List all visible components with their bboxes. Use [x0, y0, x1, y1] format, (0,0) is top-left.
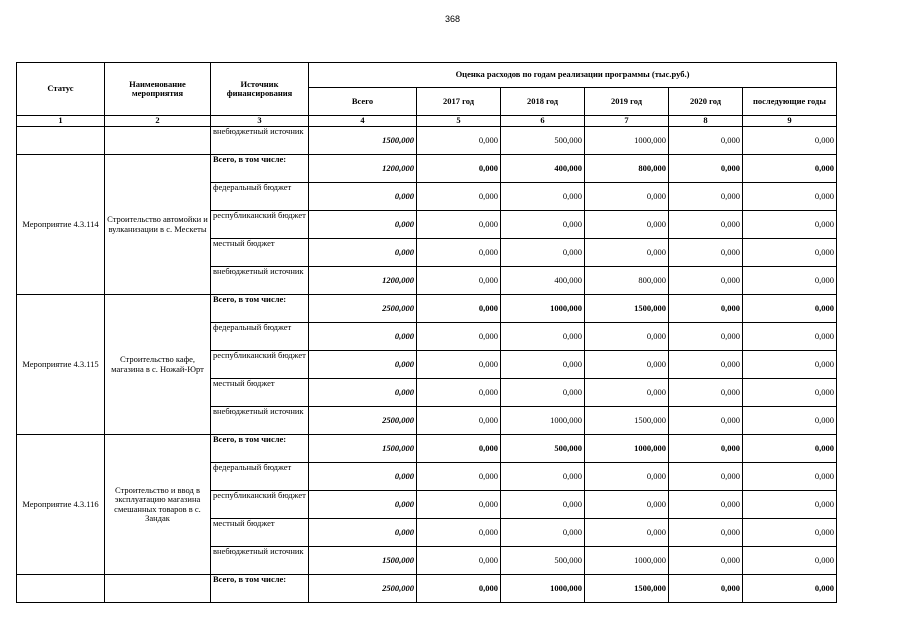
- status-cell: Мероприятие 4.3.114: [17, 155, 105, 295]
- value-cell: 0,000: [417, 211, 501, 239]
- table-row: [17, 435, 837, 463]
- value-cell: 0,000: [743, 407, 837, 435]
- value-cell: 0,000: [501, 491, 585, 519]
- value-cell: 1500,000: [309, 435, 417, 463]
- value-cell: 0,000: [585, 519, 669, 547]
- source-cell: федеральный бюджет: [211, 463, 309, 491]
- source-cell: федеральный бюджет: [211, 323, 309, 351]
- name-cell: [105, 575, 211, 603]
- value-cell: 0,000: [669, 435, 743, 463]
- value-cell: 1500,000: [585, 295, 669, 323]
- value-cell: 0,000: [669, 519, 743, 547]
- value-cell: 0,000: [417, 155, 501, 183]
- header-estimate: Оценка расходов по годам реализации программы (тыс.руб.): [309, 63, 837, 88]
- value-cell: 0,000: [743, 323, 837, 351]
- value-cell: 0,000: [417, 463, 501, 491]
- value-cell: 0,000: [743, 267, 837, 295]
- table-row: [17, 155, 837, 183]
- source-cell: внебюджетный источник: [211, 267, 309, 295]
- value-cell: 0,000: [743, 127, 837, 155]
- value-cell: 0,000: [743, 155, 837, 183]
- source-cell: внебюджетный источник: [211, 407, 309, 435]
- col-index: 5: [417, 116, 501, 127]
- value-cell: 1000,000: [585, 547, 669, 575]
- value-cell: 0,000: [417, 547, 501, 575]
- value-cell: 0,000: [669, 491, 743, 519]
- value-cell: 400,000: [501, 155, 585, 183]
- source-cell: республиканский бюджет: [211, 211, 309, 239]
- value-cell: 0,000: [743, 239, 837, 267]
- col-index: 8: [669, 116, 743, 127]
- source-cell: Всего, в том числе:: [211, 155, 309, 183]
- value-cell: 0,000: [743, 211, 837, 239]
- col-index: 3: [211, 116, 309, 127]
- status-cell: [17, 575, 105, 603]
- value-cell: 400,000: [501, 267, 585, 295]
- value-cell: 0,000: [669, 547, 743, 575]
- value-cell: 0,000: [309, 239, 417, 267]
- name-cell: Строительство и ввод в эксплуатацию магазина смешанных товаров в с. Зандак: [105, 435, 211, 575]
- value-cell: 0,000: [585, 351, 669, 379]
- value-cell: 2500,000: [309, 407, 417, 435]
- value-cell: 0,000: [743, 575, 837, 603]
- source-cell: федеральный бюджет: [211, 183, 309, 211]
- value-cell: 0,000: [743, 183, 837, 211]
- source-cell: местный бюджет: [211, 379, 309, 407]
- value-cell: 0,000: [417, 351, 501, 379]
- source-cell: Всего, в том числе:: [211, 295, 309, 323]
- value-cell: 0,000: [743, 463, 837, 491]
- table-row: [17, 295, 837, 323]
- value-cell: 0,000: [585, 323, 669, 351]
- value-cell: 0,000: [585, 183, 669, 211]
- source-cell: внебюджетный источник: [211, 127, 309, 155]
- value-cell: 0,000: [309, 491, 417, 519]
- value-cell: 0,000: [585, 379, 669, 407]
- value-cell: 0,000: [669, 463, 743, 491]
- value-cell: 0,000: [501, 211, 585, 239]
- value-cell: 0,000: [417, 239, 501, 267]
- value-cell: 0,000: [585, 463, 669, 491]
- col-index: 9: [743, 116, 837, 127]
- value-cell: 0,000: [669, 211, 743, 239]
- name-cell: Строительство автомойки и вулканизации в с. Мескеты: [105, 155, 211, 295]
- value-cell: 0,000: [669, 295, 743, 323]
- value-cell: 0,000: [669, 351, 743, 379]
- value-cell: 1500,000: [585, 407, 669, 435]
- value-cell: 0,000: [585, 239, 669, 267]
- source-cell: республиканский бюджет: [211, 491, 309, 519]
- value-cell: 0,000: [309, 379, 417, 407]
- value-cell: 0,000: [417, 435, 501, 463]
- value-cell: 0,000: [669, 379, 743, 407]
- value-cell: 0,000: [309, 323, 417, 351]
- col-index: 4: [309, 116, 417, 127]
- header-2019: 2019 год: [585, 88, 669, 116]
- expense-table: [16, 62, 837, 603]
- page-number: 368: [444, 14, 461, 24]
- table-row: [17, 127, 837, 155]
- source-cell: Всего, в том числе:: [211, 435, 309, 463]
- value-cell: 0,000: [309, 463, 417, 491]
- col-index: 1: [17, 116, 105, 127]
- value-cell: 0,000: [669, 267, 743, 295]
- name-cell: Строительство кафе, магазина в с. Ножай-Юрт: [105, 295, 211, 435]
- value-cell: 1200,000: [309, 267, 417, 295]
- value-cell: 0,000: [585, 491, 669, 519]
- value-cell: 1000,000: [501, 575, 585, 603]
- value-cell: 0,000: [501, 379, 585, 407]
- value-cell: 1500,000: [309, 547, 417, 575]
- source-cell: республиканский бюджет: [211, 351, 309, 379]
- value-cell: 0,000: [669, 155, 743, 183]
- col-index: 2: [105, 116, 211, 127]
- value-cell: 0,000: [743, 379, 837, 407]
- value-cell: 1000,000: [585, 435, 669, 463]
- value-cell: 500,000: [501, 435, 585, 463]
- value-cell: 0,000: [417, 407, 501, 435]
- header-2018: 2018 год: [501, 88, 585, 116]
- column-index-row: [17, 116, 837, 127]
- value-cell: 0,000: [417, 127, 501, 155]
- value-cell: 1200,000: [309, 155, 417, 183]
- status-cell: Мероприятие 4.3.116: [17, 435, 105, 575]
- value-cell: 0,000: [743, 491, 837, 519]
- value-cell: 500,000: [501, 547, 585, 575]
- value-cell: 0,000: [743, 547, 837, 575]
- value-cell: 0,000: [669, 575, 743, 603]
- value-cell: 1500,000: [585, 575, 669, 603]
- status-cell: Мероприятие 4.3.115: [17, 295, 105, 435]
- value-cell: 0,000: [585, 211, 669, 239]
- value-cell: 0,000: [309, 351, 417, 379]
- value-cell: 0,000: [501, 351, 585, 379]
- value-cell: 0,000: [501, 239, 585, 267]
- source-cell: Всего, в том числе:: [211, 575, 309, 603]
- header-status: Статус: [17, 63, 105, 116]
- value-cell: 0,000: [669, 239, 743, 267]
- value-cell: 0,000: [417, 323, 501, 351]
- value-cell: 800,000: [585, 267, 669, 295]
- header-later: последующие годы: [743, 88, 837, 116]
- source-cell: местный бюджет: [211, 519, 309, 547]
- col-index: 6: [501, 116, 585, 127]
- source-cell: внебюджетный источник: [211, 547, 309, 575]
- value-cell: 0,000: [309, 211, 417, 239]
- value-cell: 500,000: [501, 127, 585, 155]
- value-cell: 0,000: [417, 519, 501, 547]
- value-cell: 800,000: [585, 155, 669, 183]
- value-cell: 0,000: [743, 295, 837, 323]
- value-cell: 0,000: [417, 379, 501, 407]
- value-cell: 0,000: [743, 435, 837, 463]
- value-cell: 0,000: [417, 183, 501, 211]
- value-cell: 0,000: [501, 519, 585, 547]
- header-name: Наименование мероприятия: [105, 63, 211, 116]
- value-cell: 0,000: [669, 127, 743, 155]
- name-cell: [105, 127, 211, 155]
- value-cell: 0,000: [417, 575, 501, 603]
- value-cell: 0,000: [309, 183, 417, 211]
- value-cell: 0,000: [501, 463, 585, 491]
- header-source: Источник финансирования: [211, 63, 309, 116]
- value-cell: 1500,000: [309, 127, 417, 155]
- value-cell: 0,000: [309, 519, 417, 547]
- value-cell: 0,000: [743, 519, 837, 547]
- value-cell: 0,000: [501, 323, 585, 351]
- value-cell: 1000,000: [501, 407, 585, 435]
- value-cell: 0,000: [669, 323, 743, 351]
- source-cell: местный бюджет: [211, 239, 309, 267]
- value-cell: 2500,000: [309, 295, 417, 323]
- status-cell: [17, 127, 105, 155]
- table-row: [17, 575, 837, 603]
- value-cell: 0,000: [417, 267, 501, 295]
- header-2017: 2017 год: [417, 88, 501, 116]
- value-cell: 0,000: [743, 351, 837, 379]
- value-cell: 2500,000: [309, 575, 417, 603]
- value-cell: 1000,000: [501, 295, 585, 323]
- value-cell: 0,000: [417, 295, 501, 323]
- header-total: Всего: [309, 88, 417, 116]
- header-2020: 2020 год: [669, 88, 743, 116]
- value-cell: 0,000: [669, 183, 743, 211]
- value-cell: 0,000: [669, 407, 743, 435]
- value-cell: 0,000: [417, 491, 501, 519]
- value-cell: 1000,000: [585, 127, 669, 155]
- value-cell: 0,000: [501, 183, 585, 211]
- col-index: 7: [585, 116, 669, 127]
